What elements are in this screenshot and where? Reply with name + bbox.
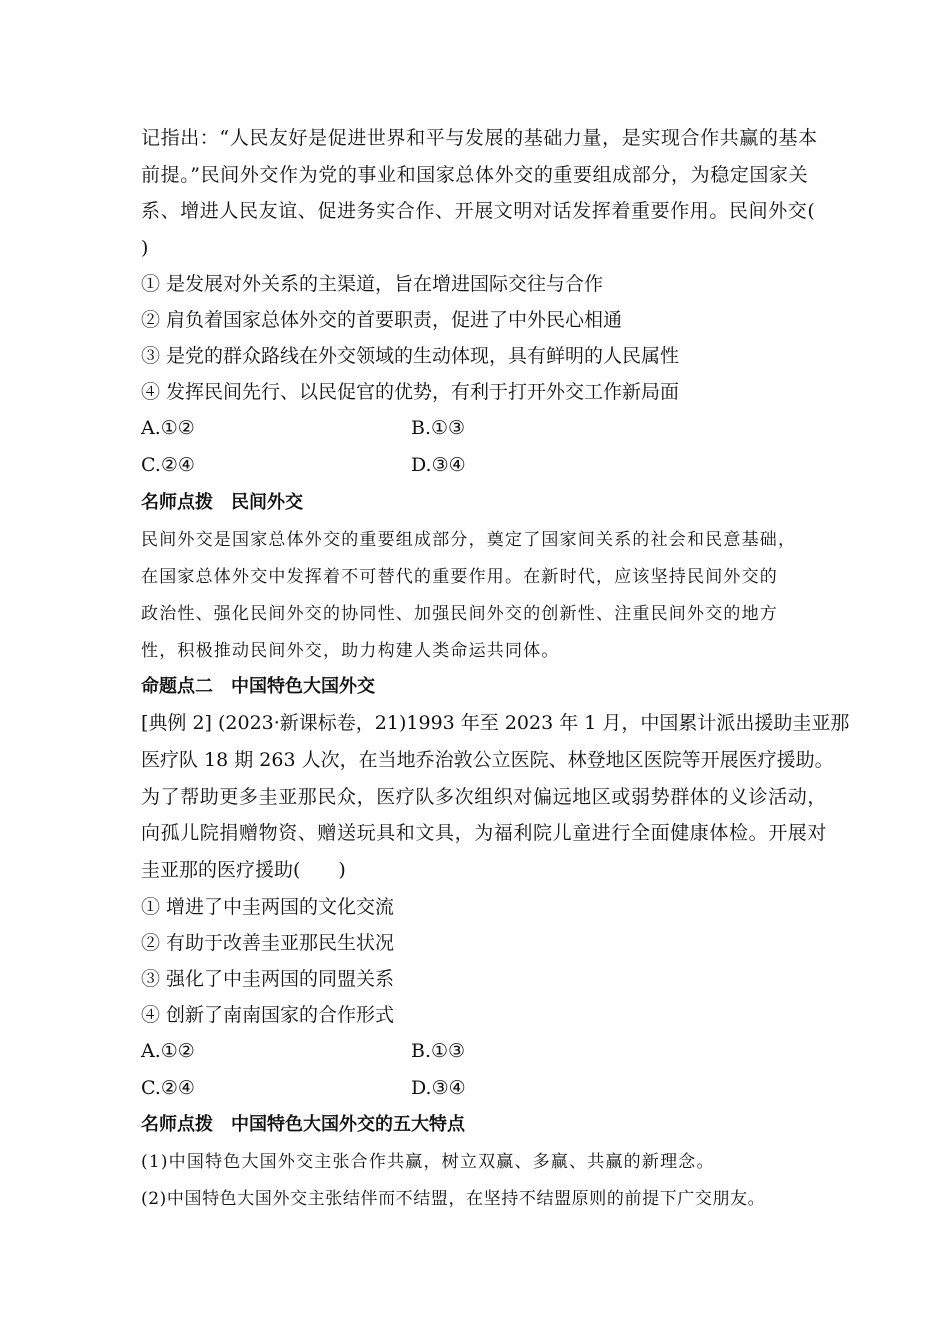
q2-stem-line-3: 为了帮助更多圭亚那民众，医疗队多次组织对偏远地区或弱势群体的义诊活动， (141, 786, 828, 808)
tip2-line-2: (2)中国特色大国外交主张结伴而不结盟，在坚持不结盟原则的前提下广交朋友。 (141, 1189, 766, 1209)
tip2-line-1: (1)中国特色大国外交主张合作共赢，树立双赢、多赢、共赢的新理念。 (141, 1152, 715, 1172)
q2-option-c: C.②④ (141, 1077, 195, 1099)
tip1-line-3: 政治性、强化民间外交的协同性、加强民间外交的创新性、注重民间外交的地方 (141, 604, 778, 624)
q2-stem-line-5: 圭亚那的医疗援助( ) (141, 859, 346, 881)
q2-statement-2: ② 有助于改善圭亚那民生状况 (141, 932, 395, 954)
q2-stem-line-2: 医疗队 18 期 263 人次，在当地乔治敦公立医院、林登地区医院等开展医疗援助。 (141, 749, 834, 771)
q1-option-b: B.①③ (411, 417, 466, 439)
q2-statement-3: ③ 强化了中圭两国的同盟关系 (141, 968, 395, 990)
q2-statement-4: ④ 创新了南南国家的合作形式 (141, 1004, 395, 1026)
tip1-line-4: 性，积极推动民间外交，助力构建人类命运共同体。 (141, 641, 560, 661)
q1-stem-line-4: ) (141, 237, 149, 259)
tip2-title: 名师点拨 中国特色大国外交的五大特点 (141, 1114, 465, 1135)
q1-stem-line-2: 前提。”民间外交作为党的事业和国家总体外交的重要组成部分，为稳定国家关 (141, 164, 809, 186)
q1-statement-2: ② 肩负着国家总体外交的首要职责，促进了中外民心相通 (141, 309, 623, 331)
q2-stem-line-1: [典例 2] (2023·新课标卷，21)1993 年至 2023 年 1 月，中国累计派出援助圭亚那 (141, 712, 850, 734)
q1-statement-3: ③ 是党的群众路线在外交领域的生动体现，具有鲜明的人民属性 (141, 345, 680, 367)
q1-stem-line-1: 记指出：“人民友好是促进世界和平与发展的基础力量，是实现合作共赢的基本 (141, 127, 818, 149)
q1-option-a: A.①② (141, 417, 195, 439)
q2-statement-1: ① 增进了中圭两国的文化交流 (141, 896, 395, 918)
tip1-line-1: 民间外交是国家总体外交的重要组成部分，奠定了国家间关系的社会和民意基础， (141, 530, 797, 550)
tip1-line-2: 在国家总体外交中发挥着不可替代的重要作用。在新时代，应该坚持民间外交的 (141, 567, 778, 587)
q2-option-d: D.③④ (411, 1077, 466, 1099)
q2-option-a: A.①② (141, 1040, 195, 1062)
q1-option-c: C.②④ (141, 454, 195, 476)
q2-stem-line-4: 向孤儿院捐赠物资、赠送玩具和文具，为福利院儿童进行全面健康体检。开展对 (141, 822, 828, 844)
q2-option-b: B.①③ (411, 1040, 466, 1062)
q1-statement-4: ④ 发挥民间先行、以民促官的优势，有利于打开外交工作新局面 (141, 381, 680, 403)
tip1-title: 名师点拨 民间外交 (141, 492, 303, 513)
section2-title: 命题点二 中国特色大国外交 (141, 676, 375, 697)
q1-stem-line-3: 系、增进人民友谊、促进务实合作、开展文明对话发挥着重要作用。民间外交( (141, 200, 816, 222)
q1-option-d: D.③④ (411, 454, 466, 476)
q1-statement-1: ① 是发展对外关系的主渠道，旨在增进国际交往与合作 (141, 273, 604, 295)
